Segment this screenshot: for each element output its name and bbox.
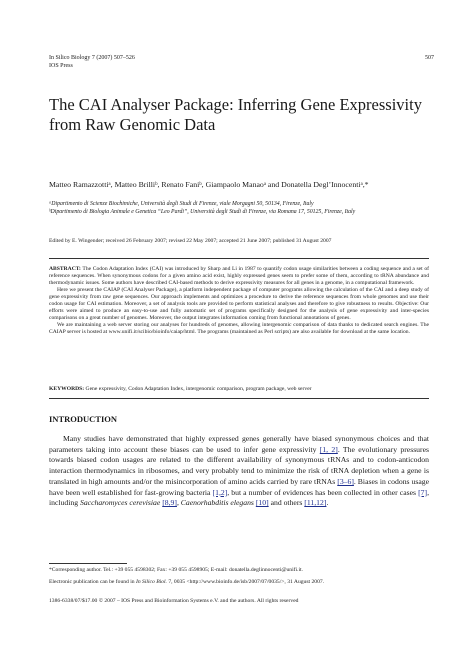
keywords-text: Gene expressivity, Codon Adaptation Index, intergenomic comparison, program package, web server: [85, 386, 312, 392]
abstract: [49, 266, 429, 337]
affiliation-b: ᵇDipartimento di Biologia Animale e Genetica “Leo Pardi”, Università degli Studi di Firenze, via Romana 17, 50125, Firenze, Italy: [49, 208, 356, 215]
species-name: Caenorhabditis elegans: [180, 498, 254, 508]
citation-link[interactable]: [3–6]: [337, 476, 354, 486]
top-rule: [49, 258, 429, 259]
journal-line: In Silico Biology 7 (2007) 507–526: [49, 55, 135, 61]
citation-link[interactable]: [1, 2]: [319, 444, 338, 454]
footnote-electronic: Electronic publication can be found in In Silico Biol. 7, 0035 <http://www.bioinfo.de/isb/2007/07/0035/>, 31 August 2007.: [49, 579, 325, 585]
footnote-rule: [49, 563, 127, 564]
keywords: [49, 386, 429, 393]
paper-title: The CAI Analyser Package: Inferring Gene Expressivity from Raw Genomic Data: [49, 95, 422, 134]
citation-link[interactable]: [7]: [418, 487, 428, 497]
abstract-paragraph-3: We are maintaining a web server storing our analyses for hundreds of genomes, allowing intergenomic comparison of data thanks to dedicated search engines. The CAIAP server is hosted at www.unifi.it/scibio/bioinfo/caiap/html. The programs (maintained as Perl scripts) are also available for download at the same location.: [49, 322, 429, 336]
citation-link[interactable]: [1,2]: [212, 487, 228, 497]
abstract-paragraph-1: ABSTRACT: The Codon Adaptation Index (CAI) was introduced by Sharp and Li in 1987 to quantify codon usage similarities between a coding sequence and a set of reference sequences. When synonymous codons for a given amino acid exist, highly expressed genes seem to prefer some of them, according to tRNA abundance and thermodynamic issues. Some authors have described CAI-based methods to derive expressivity measures for all genes in a genome, in a computational framework.: [49, 266, 429, 286]
copyright-line: 1386-6338/07/$17.00 © 2007 – IOS Press and Bioinformation Systems e.V. and the authors. All rights reserved: [49, 598, 299, 604]
abstract-paragraph-2: Here we present the CAIAP (CAI Analyser Package), a platform independent package of computer programs allowing the calculation of the CAI and a deep study of gene expressivity from raw gene sequences. Our approach implements and optimizes a procedure to derive the reference sequences from whole genomes and use their codon usage for CAI estimation. Moreover, a set of analysis tools are provided to perform statistical analyses and therefore to give robustness to results. Objective: Our efforts were aimed to produce an easy-to-use and fully automatic set of programs specifically designed for the analysis of gene expressivity and inter-species comparisons on a great number of genomes. Moreover, the output integrates information coming from functional annotations of genes.: [49, 287, 429, 321]
affiliations: [49, 201, 429, 216]
author-list: Matteo Ramazzottiᵃ, Matteo Brilliᵇ, Renato Faniᵇ, Giampaolo Manaoᵃ and Donatella Degl’Innocentiᵃ,*: [49, 180, 369, 189]
introduction-paragraph: Many studies have demonstrated that highly expressed genes generally have biased synonymous choices and that parameters taking into account these biases can be used to infer gene expressivity [1, 2]. The evolutionary pressures towards biased codon usages are related to the different availability of synonymous tRNAs and to codon-anticodon interaction thermodynamics in ribosomes, and very probably tend to minimize the risk of tRNA depletion when a gene is translated in high amounts and/or the misincorporation of amino acids carried by rare tRNAs [3–6]. Biases in codons usage have been well established for fast-growing bacteria [1,2], but a number of evidences has been collected in other cases [7], including Saccharomyces cerevisiae [8,9], Caenorhabditis elegans [10] and others [11,12].: [49, 434, 429, 508]
affiliation-a: ᵃDipartimento di Scienze Biochimiche, Università degli Studi di Firenze, viale Morgagni 50, 50134, Firenze, Italy: [49, 201, 314, 207]
citation-link[interactable]: [11,12]: [304, 498, 327, 508]
species-name: Saccharomyces cerevisiae: [79, 498, 161, 508]
editorial-history: Edited by E. Wingender; received 26 February 2007; revised 22 May 2007; accepted 21 June 2007; published 31 August 2007: [49, 238, 332, 244]
page-number: 507: [425, 55, 434, 61]
section-heading-introduction: INTRODUCTION: [49, 414, 118, 424]
bottom-rule: [49, 398, 429, 399]
footnote-corresponding: *Corresponding author. Tel.: +39 055 4598302; Fax: +39 055 4598905; E-mail: donatella.deglinnocenti@unifi.it.: [49, 567, 303, 573]
citation-link[interactable]: [8,9]: [162, 498, 177, 508]
abstract-label: ABSTRACT:: [49, 266, 81, 272]
keywords-label: KEYWORDS:: [49, 386, 85, 392]
publisher: IOS Press: [49, 63, 73, 69]
citation-link[interactable]: [10]: [255, 498, 269, 508]
